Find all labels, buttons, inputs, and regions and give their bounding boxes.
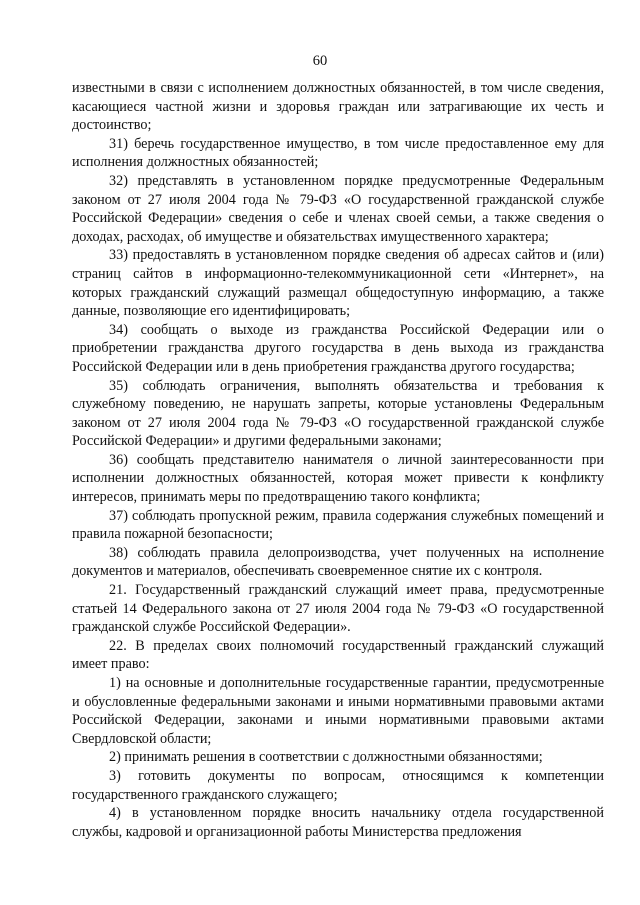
paragraph-item-36: 36) сообщать представителю нанимателя о личной заинтересованности при исполнении должностных обязанностей, которая может привести к конфликту интересов, принимать меры по предотвращению такого конфликта;: [72, 451, 604, 506]
paragraph-item-34: 34) сообщать о выходе из гражданства Российской Федерации или о приобретении гражданства другого государства в день выхода из гражданства Российской Федерации или в день приобретения гражданства другого государства;: [72, 321, 604, 375]
paragraph-right-1: 1) на основные и дополнительные государственные гарантии, предусмотренные и обусловленные федеральными законами и иными нормативными правовыми актами Российской Федерации, законами и иными нормативными правовыми актами Свердловской области;: [72, 675, 604, 747]
paragraph-item-37: 37) соблюдать пропускной режим, правила содержания служебных помещений и правила пожарной безопасности;: [72, 507, 604, 543]
paragraph-continuation: известными в связи с исполнением должностных обязанностей, в том числе сведения, касающиеся частной жизни и здоровья граждан или затрагивающие их честь и достоинство;: [72, 80, 604, 134]
document-body: [72, 79, 604, 841]
paragraph-clause-22: 22. В пределах своих полномочий государственный гражданский служащий имеет право:: [72, 637, 604, 673]
paragraph-item-33: 33) предоставлять в установленном порядке сведения об адресах сайтов и (или) страниц сайтов в информационно-телекоммуникационной сети «Интернет», на которых гражданский служащий размещал общедоступную информацию, а также данные, позволяющие его идентифицировать;: [72, 247, 604, 320]
paragraph-item-31: 31) беречь государственное имущество, в том числе предоставленное ему для исполнения должностных обязанностей;: [72, 135, 604, 171]
paragraph-right-4: 4) в установленном порядке вносить начальнику отдела государственной службы, кадровой и организационной работы Министерства предложения: [72, 805, 604, 840]
paragraph-right-3: 3) готовить документы по вопросам, относящимся к компетенции государственного гражданского служащего;: [72, 767, 604, 803]
page-number: 60: [312, 53, 328, 69]
paragraph-item-32: 32) представлять в установленном порядке предусмотренные Федеральным законом от 27 июля 2004 года № 79-ФЗ «О государственной гражданской службе Российской Федерации» сведения о себе и членах своей семьи, а также сведения о доходах, расходах, об имуществе и обязательствах имущественного характера;: [72, 172, 604, 245]
paragraph-item-38: 38) соблюдать правила делопроизводства, учет полученных на исполнение документов и материалов, обеспечивать своевременное снятие их с контроля.: [72, 544, 604, 580]
paragraph-right-2: 2) принимать решения в соответствии с должностными обязанностями;: [109, 749, 543, 766]
paragraph-clause-21: 21. Государственный гражданский служащий имеет права, предусмотренные статьей 14 Федерального закона от 27 июля 2004 года № 79-ФЗ «О государственной гражданской службе Российской Федерации».: [72, 582, 604, 636]
paragraph-item-35: 35) соблюдать ограничения, выполнять обязательства и требования к служебному поведению, не нарушать запреты, которые установлены Федеральным законом от 27 июля 2004 года № 79-ФЗ «О государственной гражданской службе Российской Федерации» и другими федеральными законами;: [72, 377, 604, 450]
